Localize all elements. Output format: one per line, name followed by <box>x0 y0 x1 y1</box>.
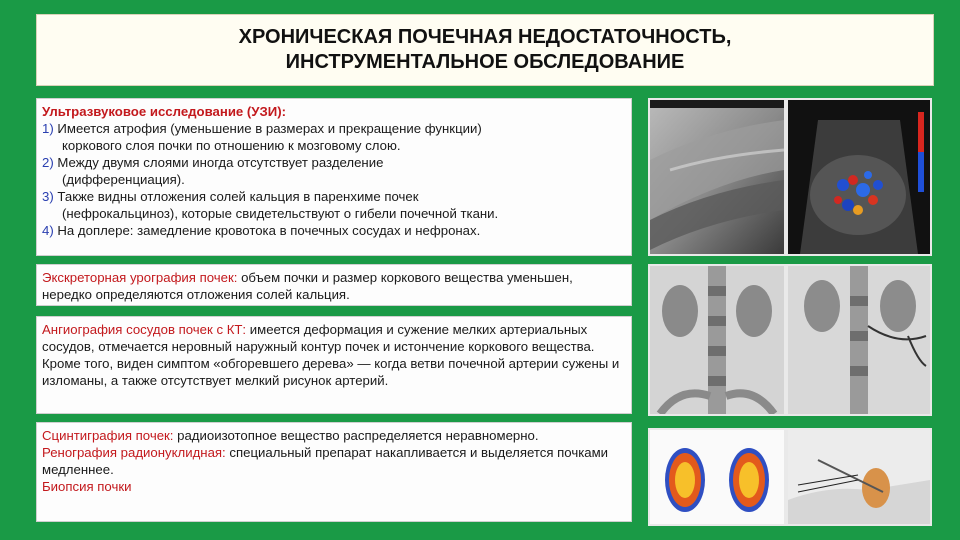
angiography-text: имеется деформация и сужение мелких артериальных сосудов, отмечается неровный наружный контур почек и истончение коркового вещества. Кроме того, виден симптом «обгоревшего дерева» — когда ветви почечной артерии сужены и изломаны, а также отсутствует мелкий рисунок артерий. <box>42 322 620 388</box>
uzi-item-3 <box>42 188 626 205</box>
uzi-item-4 <box>42 222 626 239</box>
renography-text: специальный препарат накапливается и выделяется почками медленнее. <box>42 445 609 477</box>
angiography-panel <box>36 316 632 414</box>
doppler-image <box>786 98 932 256</box>
uzi-item-3-text: Также видны отложения солей кальция в паренхиме почек <box>57 189 419 204</box>
urography-xray-right <box>786 264 932 416</box>
biopsy-heading: Биопсия почки <box>42 479 132 494</box>
scintigraphy-image <box>648 428 786 526</box>
urography-text: объем почки и размер коркового вещества уменьшен, нередко определяются отложения солей кальция. <box>42 270 573 302</box>
biopsy-image <box>786 428 932 526</box>
uzi-heading: Ультразвуковое исследование (УЗИ): <box>42 104 287 119</box>
uzi-item-2 <box>42 154 626 171</box>
scinti-line-1 <box>42 427 626 444</box>
urography-panel <box>36 264 632 306</box>
uzi-item-3-cont: (нефрокальциноз), которые свидетельствуют о гибели почечной ткани. <box>62 206 499 221</box>
uzi-item-1-cont: коркового слоя почки по отношению к мозговому слою. <box>62 138 401 153</box>
uzi-item-1-num: 1) <box>42 121 54 136</box>
uzi-item-2-text: Между двумя слоями иногда отсутствует разделение <box>57 155 384 170</box>
renography-heading: Ренография радионуклидная: <box>42 445 226 460</box>
uzi-item-1 <box>42 120 626 137</box>
uzi-item-3-num: 3) <box>42 189 54 204</box>
uzi-item-2-cont: (дифференциация). <box>62 172 185 187</box>
urography-heading: Экскреторная урография почек: <box>42 270 238 285</box>
uzi-item-1-text: Имеется атрофия (уменьшение в размерах и прекращение функции) <box>57 121 482 136</box>
ultrasound-image <box>648 98 786 256</box>
page-title-line2: ИНСТРУМЕНТАЛЬНОЕ ОБСЛЕДОВАНИЕ <box>285 51 685 73</box>
angiography-heading: Ангиография сосудов почек с КТ: <box>42 322 247 337</box>
uzi-item-4-text: На доплере: замедление кровотока в почечных сосудах и нефронах. <box>57 223 481 238</box>
page-title-line1: ХРОНИЧЕСКАЯ ПОЧЕЧНАЯ НЕДОСТАТОЧНОСТЬ, <box>238 26 732 48</box>
title-box <box>36 14 934 86</box>
scinti-text: радиоизотопное вещество распределяется неравномерно. <box>173 428 539 443</box>
scinti-heading: Сцинтиграфия почек: <box>42 428 174 443</box>
renography-line <box>42 444 626 478</box>
uzi-panel <box>36 98 632 256</box>
scintigraphy-panel <box>36 422 632 522</box>
uzi-item-4-num: 4) <box>42 223 54 238</box>
uzi-item-2-num: 2) <box>42 155 54 170</box>
urography-xray-left <box>648 264 786 416</box>
